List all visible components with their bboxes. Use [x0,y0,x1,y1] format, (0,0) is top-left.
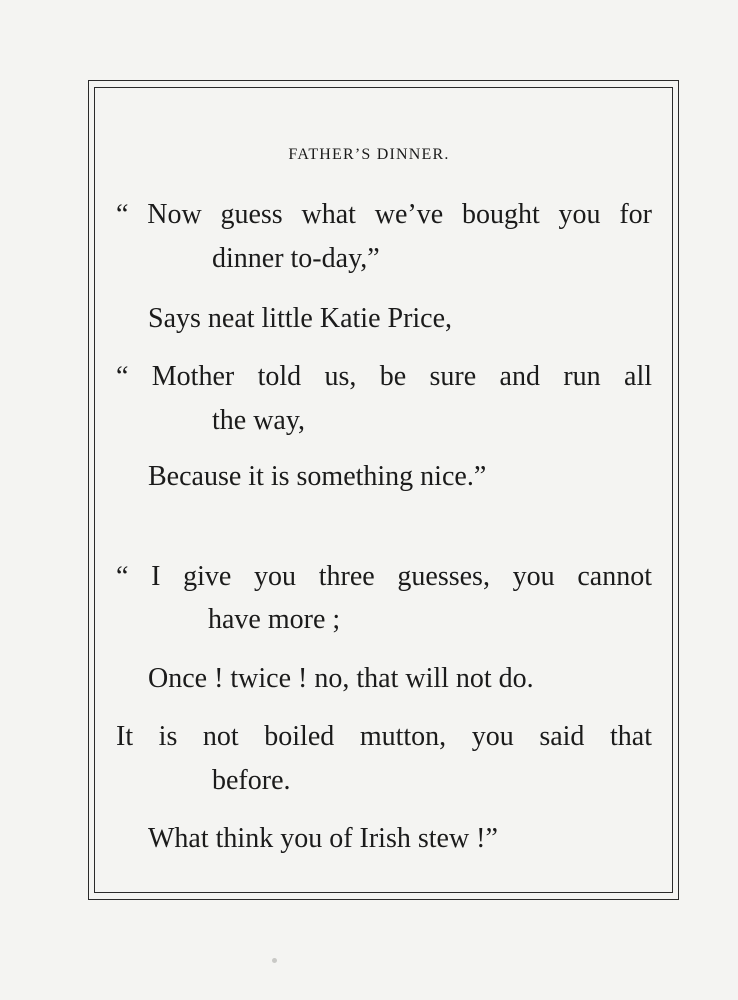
poem-line: Says neat little Katie Price, [148,303,453,334]
poem-line: “ Now guess what we’ve bought you for [116,199,652,230]
poem-line: “ I give you three guesses, you cannot [116,561,652,592]
poem-line: dinner to-day,” [212,243,380,274]
poem-line: Once ! twice ! no, that will not do. [148,663,534,694]
poem-line: What think you of Irish stew !” [148,823,498,854]
poem-line: have more ; [208,604,341,635]
poem-line: It is not boiled mutton, you said that [116,721,652,752]
poem-title: FATHER’S DINNER. [288,146,450,163]
poem-line: the way, [212,405,306,436]
poem-line: before. [212,765,291,796]
ink-speck [272,958,277,963]
poem-line: “ Mother told us, be sure and run all [116,361,652,392]
poem-line: Because it is something nice.” [148,461,487,492]
